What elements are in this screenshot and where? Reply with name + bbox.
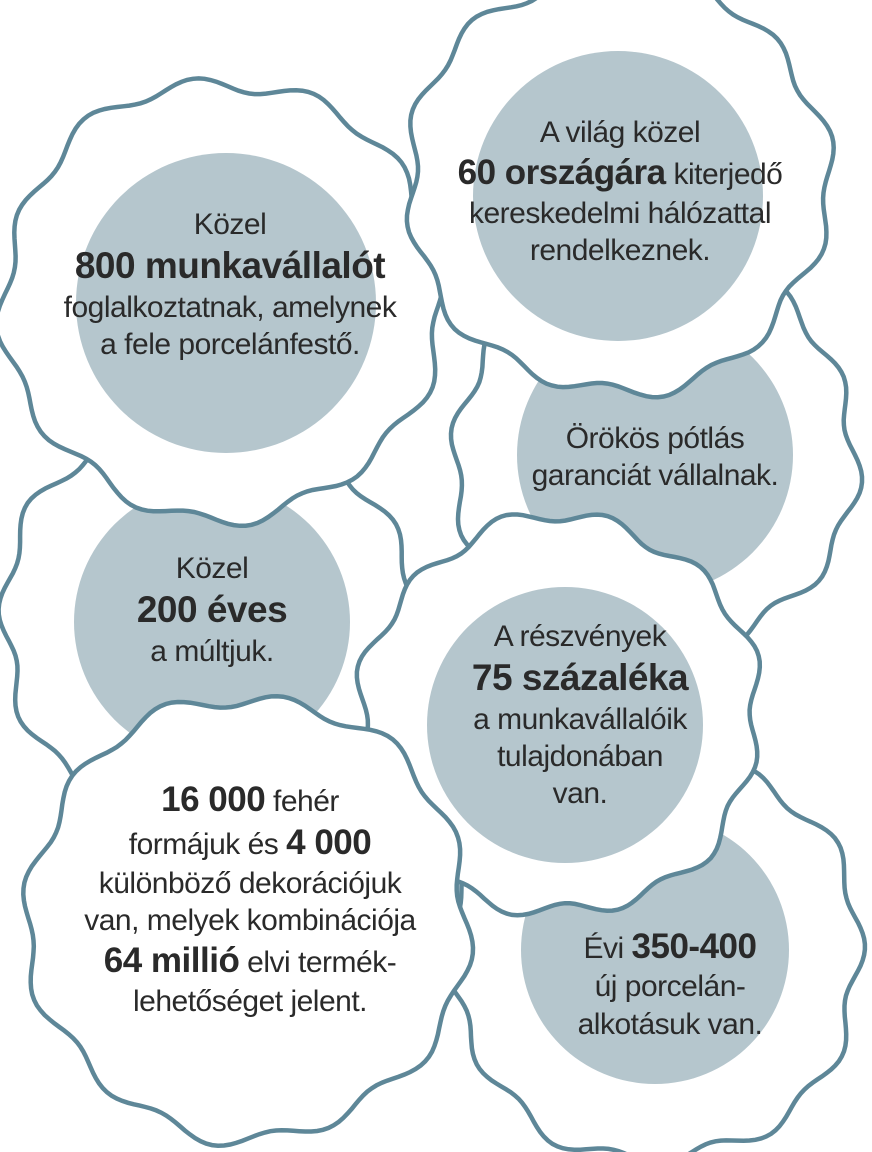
fact-line: foglalkoztatnak, amelynek — [63, 291, 397, 325]
fact-line — [40, 821, 460, 864]
new-products-fact — [520, 925, 820, 1043]
fact-highlight: 60 országára — [457, 153, 666, 193]
fact-line: a munkavállalóik — [473, 703, 687, 737]
fact-line: tulajdonában — [497, 740, 663, 774]
fact-highlight: 800 munkavállalót — [74, 245, 386, 287]
forms-fact — [40, 778, 460, 1020]
fact-highlight: 64 millió — [103, 941, 240, 981]
fact-line: kereskedelmi hálózattal — [469, 196, 771, 230]
fact-line: van, melyek kombinációja — [84, 903, 416, 937]
history-fact — [92, 550, 332, 670]
fact-highlight: 350-400 — [631, 927, 757, 966]
fact-line — [40, 939, 460, 982]
fact-text: Évi — [583, 932, 632, 965]
fact-line: alkotásuk van. — [577, 1007, 763, 1041]
fact-line: Közel — [193, 208, 267, 241]
fact-line: a fele porcelánfestő. — [100, 328, 360, 362]
fact-line: Közel — [175, 552, 249, 585]
fact-line: lehetőséget jelent. — [132, 984, 367, 1018]
fact-line — [420, 151, 820, 194]
fact-line: A részvények — [493, 620, 667, 653]
fact-text: elvi termék- — [239, 946, 397, 980]
employees-fact — [30, 206, 430, 363]
fact-line: A világ közel — [539, 116, 701, 149]
countries-fact — [420, 114, 820, 269]
fact-line: rendelkeznek. — [529, 233, 711, 267]
fact-line: van. — [552, 777, 608, 811]
fact-highlight: 75 százaléka — [471, 657, 689, 699]
fact-line — [520, 925, 820, 968]
fact-text: formájuk és — [128, 828, 287, 862]
fact-text: fehér — [265, 785, 339, 818]
fact-highlight: 16 000 — [161, 780, 266, 819]
fact-line — [40, 778, 460, 821]
fact-highlight: 4 000 — [286, 823, 372, 863]
replacement-fact — [495, 420, 815, 494]
fact-line: garanciát vállalnak. — [531, 459, 779, 493]
fact-highlight: 200 éves — [136, 589, 288, 631]
fact-text: kiterjedő — [665, 158, 783, 192]
shares-fact — [440, 618, 720, 813]
fact-line: a múltjuk. — [150, 635, 274, 669]
fact-line: új porcelán- — [594, 970, 746, 1004]
fact-line: különböző dekorációjuk — [98, 866, 402, 900]
fact-line: Örökös pótlás — [565, 422, 745, 455]
